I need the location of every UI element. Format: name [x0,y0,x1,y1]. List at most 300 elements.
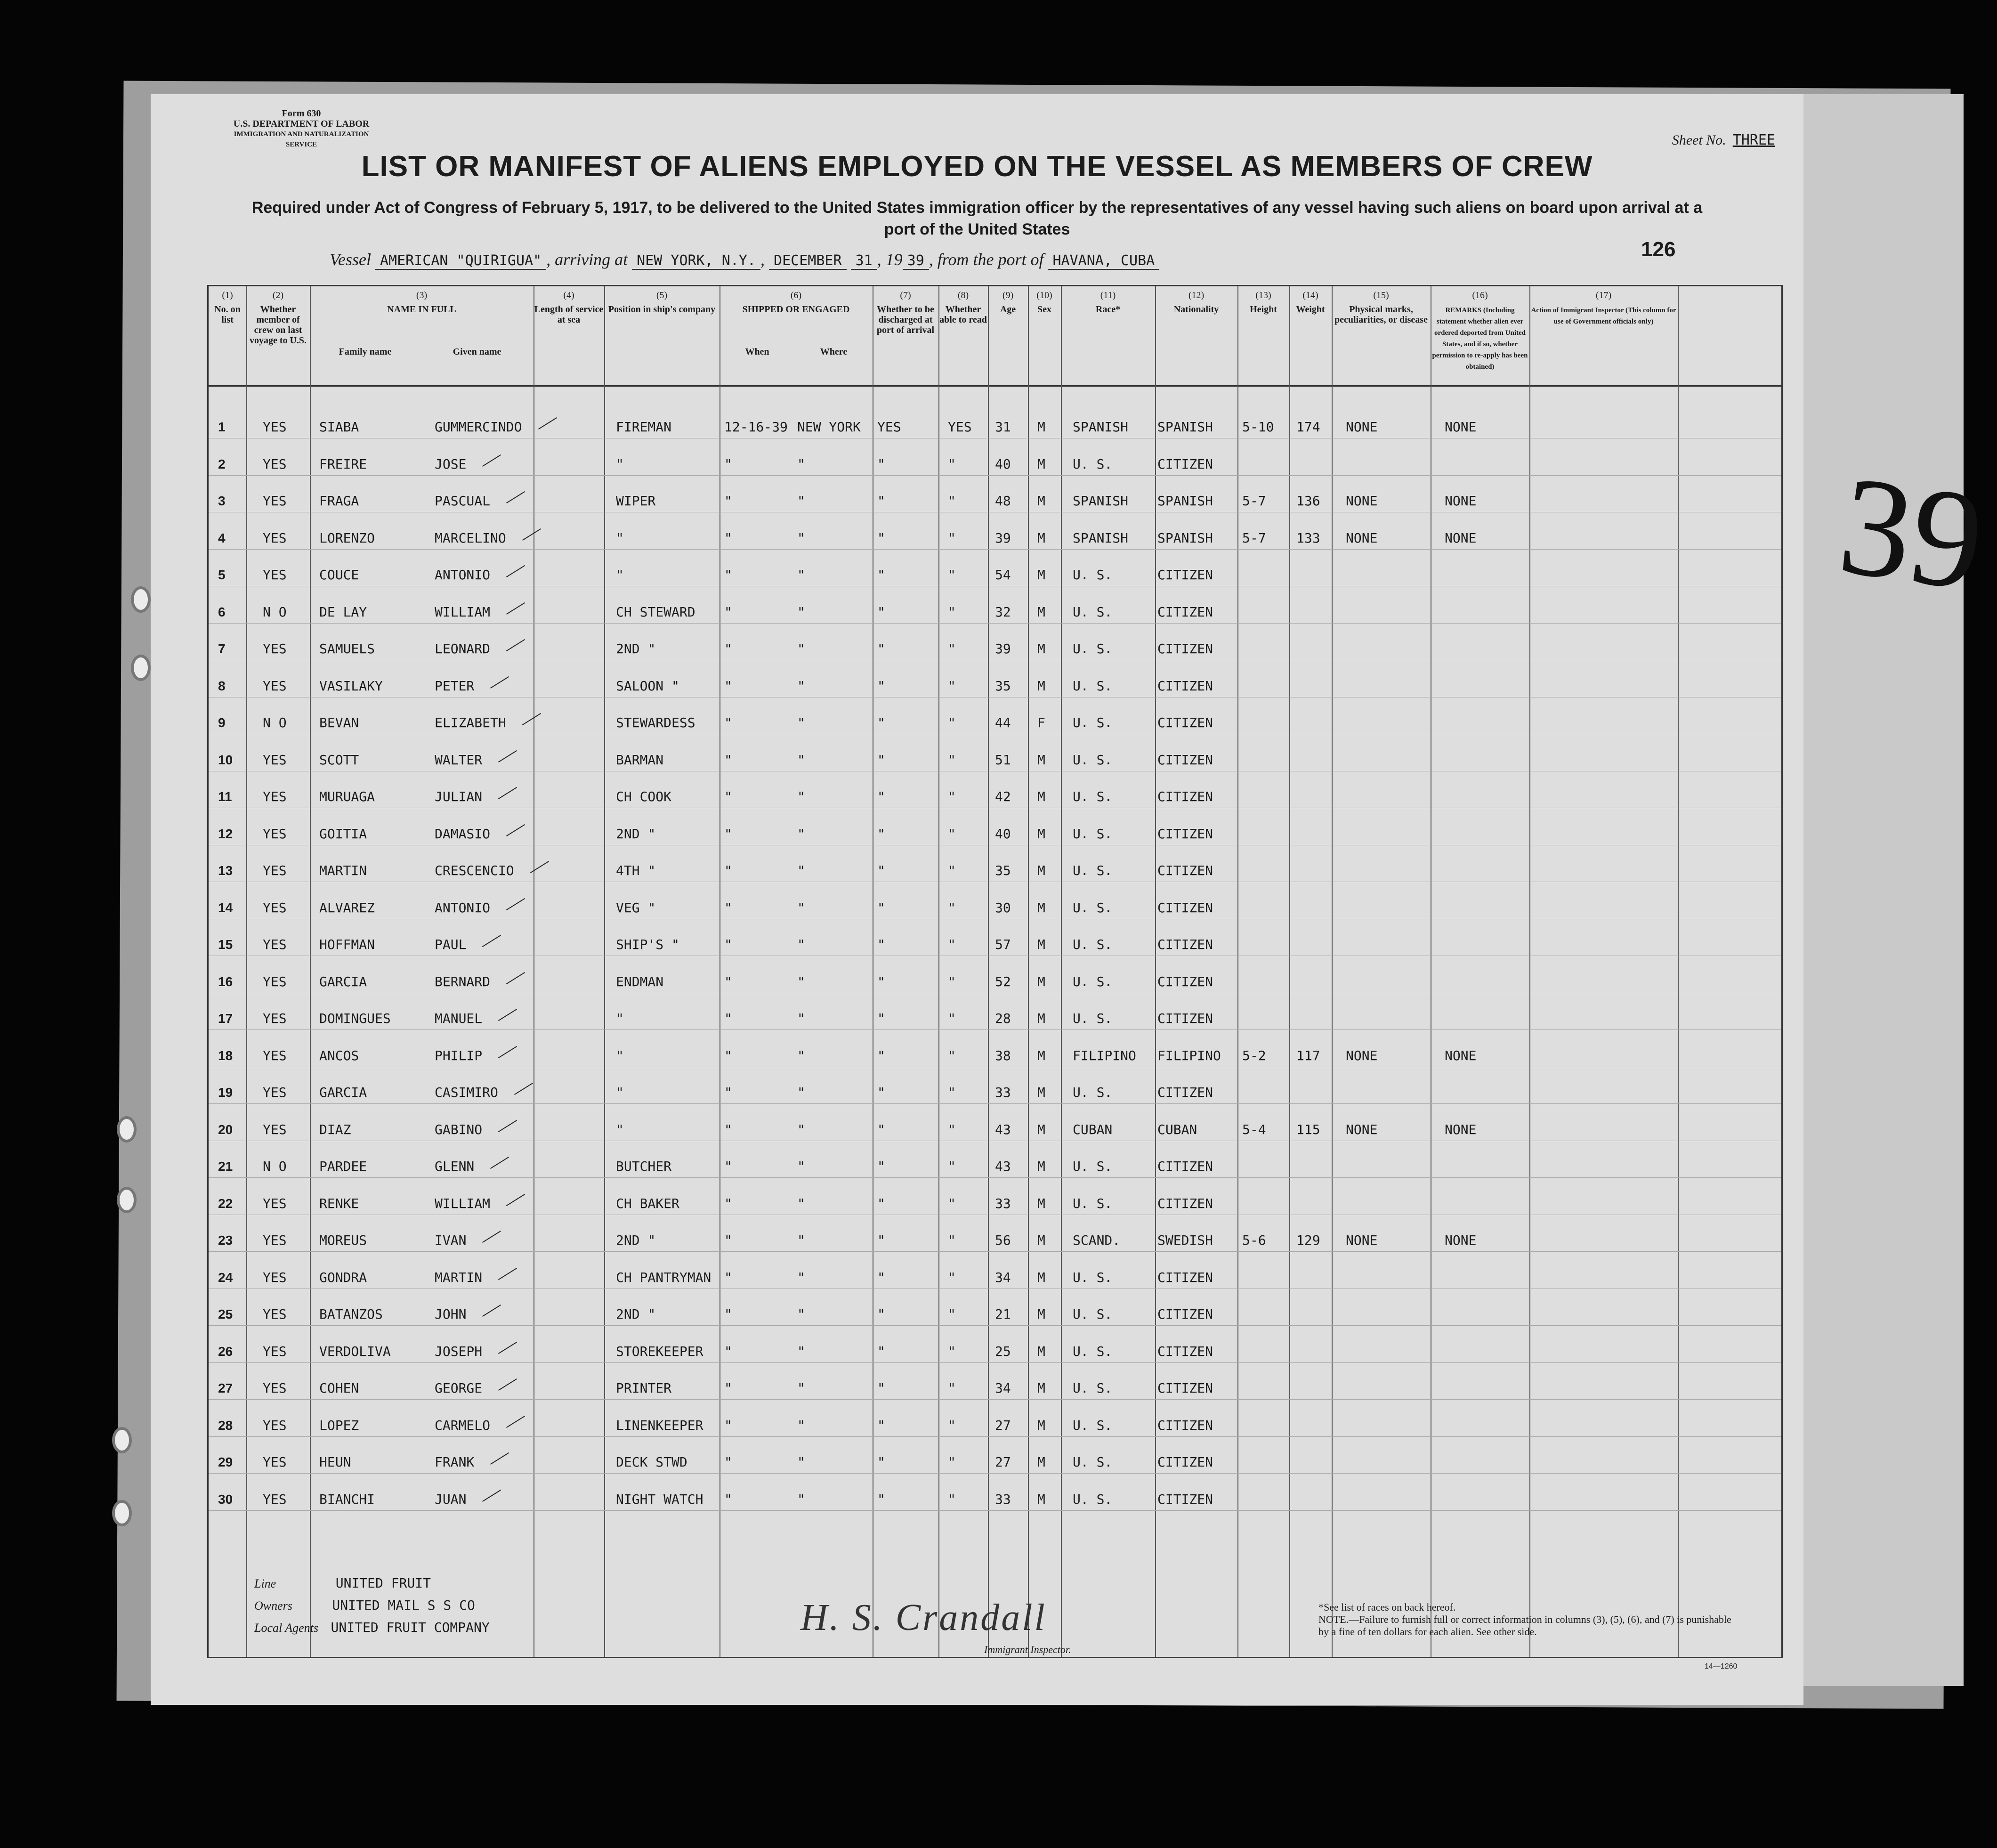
page-subtitle: Required under Act of Congress of February 5, 1917, to be delivered to the United States immigration officer by the representatives of any vessel having such aliens on board upon arrival at a port of the United States [251,199,1703,238]
shipped-when: " [724,789,732,804]
column-header [1289,290,1332,315]
age: 34 [995,1380,1011,1396]
form-code: 14—1260 [1705,1662,1738,1670]
family-name: FREIRE [319,456,367,472]
row-divider [209,1436,1781,1437]
age: 44 [995,715,1011,730]
family-name: VERDOLIVA [319,1343,391,1359]
given-name: GUMMERCINDO [435,419,522,435]
column-number: (14) [1302,290,1318,300]
crew-last-voyage: YES [263,530,287,546]
shipped-where: " [797,567,805,583]
nationality: CITIZEN [1157,1195,1213,1211]
shipped-where: " [797,789,805,804]
nationality: CITIZEN [1157,752,1213,768]
crew-last-voyage: N O [263,715,287,730]
race: U. S. [1073,1454,1113,1470]
nationality: CITIZEN [1157,900,1213,916]
column-label: Whether to be discharged at port of arrival [876,304,935,335]
shipped-where: " [797,1159,805,1174]
age: 54 [995,567,1011,583]
given-name: CARMELO [435,1417,491,1433]
shipped-when: " [724,1454,732,1470]
nationality: CITIZEN [1157,1269,1213,1285]
column-label: Height [1250,304,1277,315]
discharged: " [877,641,885,657]
shipped-where: " [797,641,805,657]
check-mark [506,602,525,614]
owners-label: Owners [254,1599,292,1613]
crew-last-voyage: YES [263,1195,287,1211]
able-to-read: YES [948,419,972,435]
able-to-read: " [948,493,956,509]
row-number: 2 [218,456,226,471]
race: U. S. [1073,1269,1113,1285]
family-name: VASILAKY [319,678,383,694]
discharged: " [877,1343,885,1359]
able-to-read: " [948,1380,956,1396]
sex: M [1037,1121,1045,1137]
nationality: CITIZEN [1157,1380,1213,1396]
race: U. S. [1073,937,1113,952]
shipped-when: " [724,1047,732,1063]
shipped-when: " [724,752,732,768]
nationality: CITIZEN [1157,1454,1213,1470]
age: 57 [995,937,1011,952]
check-mark [498,750,517,762]
check-mark [498,1378,517,1391]
discharged: " [877,1417,885,1433]
column-divider [938,286,939,1657]
check-mark [506,1193,525,1206]
column-number: (4) [563,290,574,300]
given-name: IVAN [435,1232,467,1248]
row-divider [209,475,1781,476]
row-number: 29 [218,1455,233,1469]
able-to-read: " [948,715,956,730]
remarks: NONE [1445,419,1477,435]
family-name: BATANZOS [319,1306,383,1322]
check-mark [482,1305,501,1317]
family-name: COHEN [319,1380,359,1396]
race: U. S. [1073,1159,1113,1174]
row-number: 22 [218,1196,233,1211]
race: U. S. [1073,678,1113,694]
age: 27 [995,1454,1011,1470]
check-mark [498,1341,517,1354]
shipped-where: " [797,1232,805,1248]
row-number: 25 [218,1307,233,1321]
given-name: FRANK [435,1454,475,1470]
column-divider [1332,286,1333,1657]
able-to-read: " [948,1454,956,1470]
height: 5-7 [1242,493,1266,509]
position: 4TH " [616,863,656,878]
sex: M [1037,1195,1045,1211]
remarks: NONE [1445,1121,1477,1137]
age: 42 [995,789,1011,804]
column-label: REMARKS (Including statement whether alien ever ordered deported from United States, and if so, whether permission to re-apply has been obtained) [1432,307,1528,371]
position: STOREKEEPER [616,1343,703,1359]
nationality: SPANISH [1157,530,1213,546]
nationality: CITIZEN [1157,937,1213,952]
family-name: MOREUS [319,1232,367,1248]
given-name: WALTER [435,752,483,768]
binder-hole [112,1500,132,1526]
race: U. S. [1073,641,1113,657]
column-label: Whether member of crew on last voyage to U.S. [249,304,307,346]
sex: M [1037,1047,1045,1063]
able-to-read: " [948,1085,956,1100]
discharged: " [877,937,885,952]
crew-last-voyage: YES [263,1011,287,1026]
shipped-when: " [724,1343,732,1359]
check-mark [482,1231,501,1243]
column-header [534,290,604,325]
arrival-day: 31 [851,252,877,270]
crew-last-voyage: YES [263,1269,287,1285]
nationality: CITIZEN [1157,567,1213,583]
discharged: " [877,789,885,804]
shipped-when: " [724,715,732,730]
agents-label: Local Agents [254,1621,319,1635]
sex: F [1037,715,1045,730]
column-divider [1289,286,1290,1657]
given-name: JOHN [435,1306,467,1322]
position: CH PANTRYMAN [616,1269,711,1285]
age: 51 [995,752,1011,768]
height: 5-7 [1242,530,1266,546]
column-divider [1529,286,1530,1657]
binder-hole [117,1116,137,1143]
row-number: 6 [218,604,226,619]
check-mark [498,1119,517,1132]
physical-marks: NONE [1346,530,1378,546]
inspector-label: Immigrant Inspector. [984,1644,1071,1655]
check-mark [506,972,525,984]
column-number: (10) [1036,290,1052,300]
shipped-where: " [797,826,805,842]
given-name: JOSEPH [435,1343,483,1359]
family-name: SCOTT [319,752,359,768]
row-number: 24 [218,1270,233,1285]
penalty-note: NOTE.—Failure to furnish full or correct information in columns (3), (5), (6), and (7) is punishable by a fine of ten dollars for each alien. See other side. [1318,1613,1731,1637]
column-divider [1155,286,1156,1657]
shipped-where: " [797,1047,805,1063]
shipped-where: NEW YORK [797,419,861,435]
row-number: 27 [218,1381,233,1395]
given-name: WILLIAM [435,604,491,620]
family-name: LORENZO [319,530,375,546]
able-to-read: " [948,678,956,694]
given-name: DAMASIO [435,826,491,842]
check-mark [506,1415,525,1427]
family-name: GONDRA [319,1269,367,1285]
page-title: LIST OR MANIFEST OF ALIENS EMPLOYED ON THE VESSEL AS MEMBERS OF CREW [361,150,1593,183]
family-name: ALVAREZ [319,900,375,916]
footer-agents [254,1620,490,1635]
discharged: " [877,715,885,730]
sheet-value: THREE [1732,132,1775,148]
column-label: When [745,347,769,357]
check-mark [506,824,525,836]
position: 2ND " [616,1306,656,1322]
crew-last-voyage: YES [263,1454,287,1470]
shipped-when: " [724,900,732,916]
shipped-where: " [797,973,805,989]
crew-last-voyage: YES [263,678,287,694]
check-mark [490,1157,509,1169]
position: 2ND " [616,1232,656,1248]
column-number: (2) [272,290,284,300]
able-to-read: " [948,1159,956,1174]
column-header [988,290,1028,315]
family-name: LOPEZ [319,1417,359,1433]
column-divider [310,286,311,1657]
age: 31 [995,419,1011,435]
nationality: CITIZEN [1157,1306,1213,1322]
discharged: " [877,678,885,694]
family-name: DOMINGUES [319,1011,391,1026]
shipped-where: " [797,530,805,546]
crew-last-voyage: YES [263,826,287,842]
column-header [720,290,873,315]
crew-last-voyage: YES [263,973,287,989]
position: ENDMAN [616,973,664,989]
age: 40 [995,456,1011,472]
owners-value: UNITED MAIL S S CO [332,1597,475,1613]
sheet-label: Sheet No. [1672,132,1726,148]
race: U. S. [1073,1011,1113,1026]
column-label: Where [820,347,848,357]
nationality: CITIZEN [1157,715,1213,730]
weight: 174 [1296,419,1320,435]
sex: M [1037,604,1045,620]
age: 39 [995,530,1011,546]
column-header [1155,290,1237,315]
height: 5-10 [1242,419,1274,435]
position: " [616,1011,624,1026]
shipped-when: " [724,1085,732,1100]
column-number: (15) [1373,290,1389,300]
row-number: 12 [218,826,233,841]
race: U. S. [1073,789,1113,804]
crew-last-voyage: N O [263,604,287,620]
shipped-when: " [724,1121,732,1137]
race: SCAND. [1073,1232,1121,1248]
stamp-number: 126 [1641,238,1676,261]
row-number: 14 [218,900,233,915]
line-value: UNITED FRUIT [335,1575,431,1591]
shipped-where: " [797,1195,805,1211]
manifest-table [207,285,1783,1658]
check-mark [530,861,549,873]
race: U. S. [1073,567,1113,583]
column-label: Nationality [1173,304,1219,315]
position: NIGHT WATCH [616,1491,703,1507]
shipped-when: 12-16-39 [724,419,788,435]
nationality: CITIZEN [1157,1011,1213,1026]
shipped-where: " [797,1011,805,1026]
row-number: 5 [218,567,226,582]
race: U. S. [1073,863,1113,878]
age: 27 [995,1417,1011,1433]
nationality: CITIZEN [1157,678,1213,694]
inspector-signature: H. S. Crandall [800,1597,1047,1638]
column-divider [604,286,605,1657]
position: SHIP'S " [616,937,679,952]
sex: M [1037,1380,1045,1396]
discharged: " [877,456,885,472]
age: 52 [995,973,1011,989]
age: 43 [995,1159,1011,1174]
discharged: " [877,1085,885,1100]
shipped-when: " [724,1491,732,1507]
crew-last-voyage: YES [263,1343,287,1359]
sex: M [1037,1343,1045,1359]
column-number: (9) [1002,290,1014,300]
discharged: " [877,1195,885,1211]
discharged: " [877,1454,885,1470]
given-name: WILLIAM [435,1195,491,1211]
column-header [246,290,310,346]
position: " [616,530,624,546]
row-divider [209,1029,1781,1030]
column-divider [246,286,247,1657]
check-mark [498,1009,517,1021]
discharged: " [877,1306,885,1322]
position: CH COOK [616,789,672,804]
discharged: " [877,567,885,583]
crew-last-voyage: YES [263,1491,287,1507]
header-divider [209,385,1781,387]
column-header [1332,290,1431,325]
weight: 115 [1296,1121,1320,1137]
sex: M [1037,1417,1045,1433]
row-number: 13 [218,863,233,878]
column-label: Race* [1095,304,1121,315]
position: " [616,1121,624,1137]
sex: M [1037,641,1045,657]
column-header [1028,290,1061,315]
shipped-when: " [724,1011,732,1026]
sex: M [1037,1011,1045,1026]
nationality: SWEDISH [1157,1232,1213,1248]
sex: M [1037,1306,1045,1322]
shipped-when: " [724,1380,732,1396]
nationality: CITIZEN [1157,973,1213,989]
given-name: LEONARD [435,641,491,657]
column-header [209,290,246,325]
sex: M [1037,863,1045,878]
check-mark [506,491,525,503]
column-number: (1) [222,290,233,300]
given-name: MARCELINO [435,530,506,546]
family-name: GARCIA [319,1085,367,1100]
discharged: " [877,604,885,620]
age: 43 [995,1121,1011,1137]
given-name: PETER [435,678,475,694]
family-name: SAMUELS [319,641,375,657]
given-name: MARTIN [435,1269,483,1285]
weight: 117 [1296,1047,1320,1063]
given-name: PHILIP [435,1047,483,1063]
column-number: (16) [1472,290,1488,300]
row-number: 9 [218,715,226,730]
able-to-read: " [948,641,956,657]
position: WIPER [616,493,656,509]
given-name: JUAN [435,1491,467,1507]
able-to-read: " [948,900,956,916]
column-label: SHIPPED OR ENGAGED [742,304,850,315]
check-mark [482,935,501,947]
shipped-where: " [797,1306,805,1322]
crew-last-voyage: YES [263,1085,287,1100]
age: 28 [995,1011,1011,1026]
row-divider [209,549,1781,550]
sex: M [1037,456,1045,472]
age: 32 [995,604,1011,620]
race: U. S. [1073,604,1113,620]
shipped-where: " [797,937,805,952]
family-name: BIANCHI [319,1491,375,1507]
age: 33 [995,1085,1011,1100]
row-divider [209,1325,1781,1326]
position: 2ND " [616,826,656,842]
shipped-where: " [797,900,805,916]
row-number: 30 [218,1491,233,1507]
column-label: Length of service at sea [534,304,604,325]
position: CH BAKER [616,1195,679,1211]
race: U. S. [1073,900,1113,916]
age: 30 [995,900,1011,916]
footer-line [254,1575,431,1591]
race: U. S. [1073,1417,1113,1433]
line-label: Line [254,1577,276,1590]
race: U. S. [1073,752,1113,768]
shipped-when: " [724,567,732,583]
able-to-read: " [948,1047,956,1063]
age: 33 [995,1195,1011,1211]
able-to-read: " [948,1343,956,1359]
column-divider [1678,286,1679,1657]
nationality: CITIZEN [1157,1159,1213,1174]
column-label: Position in ship's company [608,304,716,315]
row-divider [209,1399,1781,1400]
nationality: FILIPINO [1157,1047,1221,1063]
position: " [616,567,624,583]
discharged: " [877,1491,885,1507]
given-name: JOSE [435,456,467,472]
given-name: ANTONIO [435,900,491,916]
check-mark [506,639,525,651]
weight: 133 [1296,530,1320,546]
height: 5-2 [1242,1047,1266,1063]
able-to-read: " [948,863,956,878]
year-prefix: 19 [885,250,903,269]
physical-marks: NONE [1346,1121,1378,1137]
sex: M [1037,530,1045,546]
family-name: GOITIA [319,826,367,842]
shipped-when: " [724,604,732,620]
check-mark [506,898,525,910]
row-divider [209,1103,1781,1104]
vessel-line: Vessel AMERICAN "QUIRIGUA" , arriving at NEW YORK, N.Y. , DECEMBER 31 , 19 39 , from the port of HAVANA, CUBA [330,250,1159,269]
column-header [604,290,720,315]
nationality: CITIZEN [1157,863,1213,878]
column-divider [988,286,989,1657]
nationality: CITIZEN [1157,789,1213,804]
